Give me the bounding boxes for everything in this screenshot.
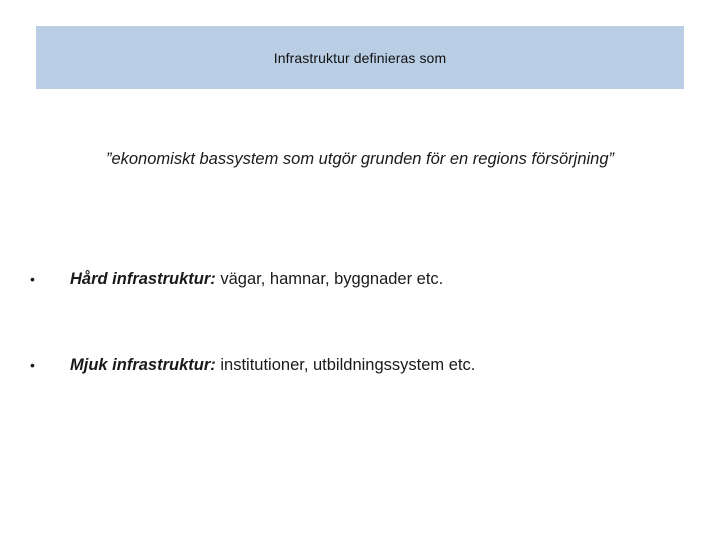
bullet-term: Mjuk infrastruktur: <box>70 356 216 374</box>
bullet-text: institutioner, utbildningssystem etc. <box>220 356 476 374</box>
bullet-marker: • <box>30 271 35 287</box>
bullet-item-soft <box>30 356 475 375</box>
bullet-item-hard <box>30 270 443 289</box>
definition-quote: ”ekonomiskt bassystem som utgör grunden för en regions försörjning” <box>105 150 615 168</box>
bullet-marker: • <box>30 357 35 373</box>
bullet-term: Hård infrastruktur: <box>70 270 216 288</box>
slide-title: Infrastruktur definieras som <box>273 49 447 66</box>
title-bar <box>36 26 684 89</box>
bullet-text: vägar, hamnar, byggnader etc. <box>220 270 444 288</box>
